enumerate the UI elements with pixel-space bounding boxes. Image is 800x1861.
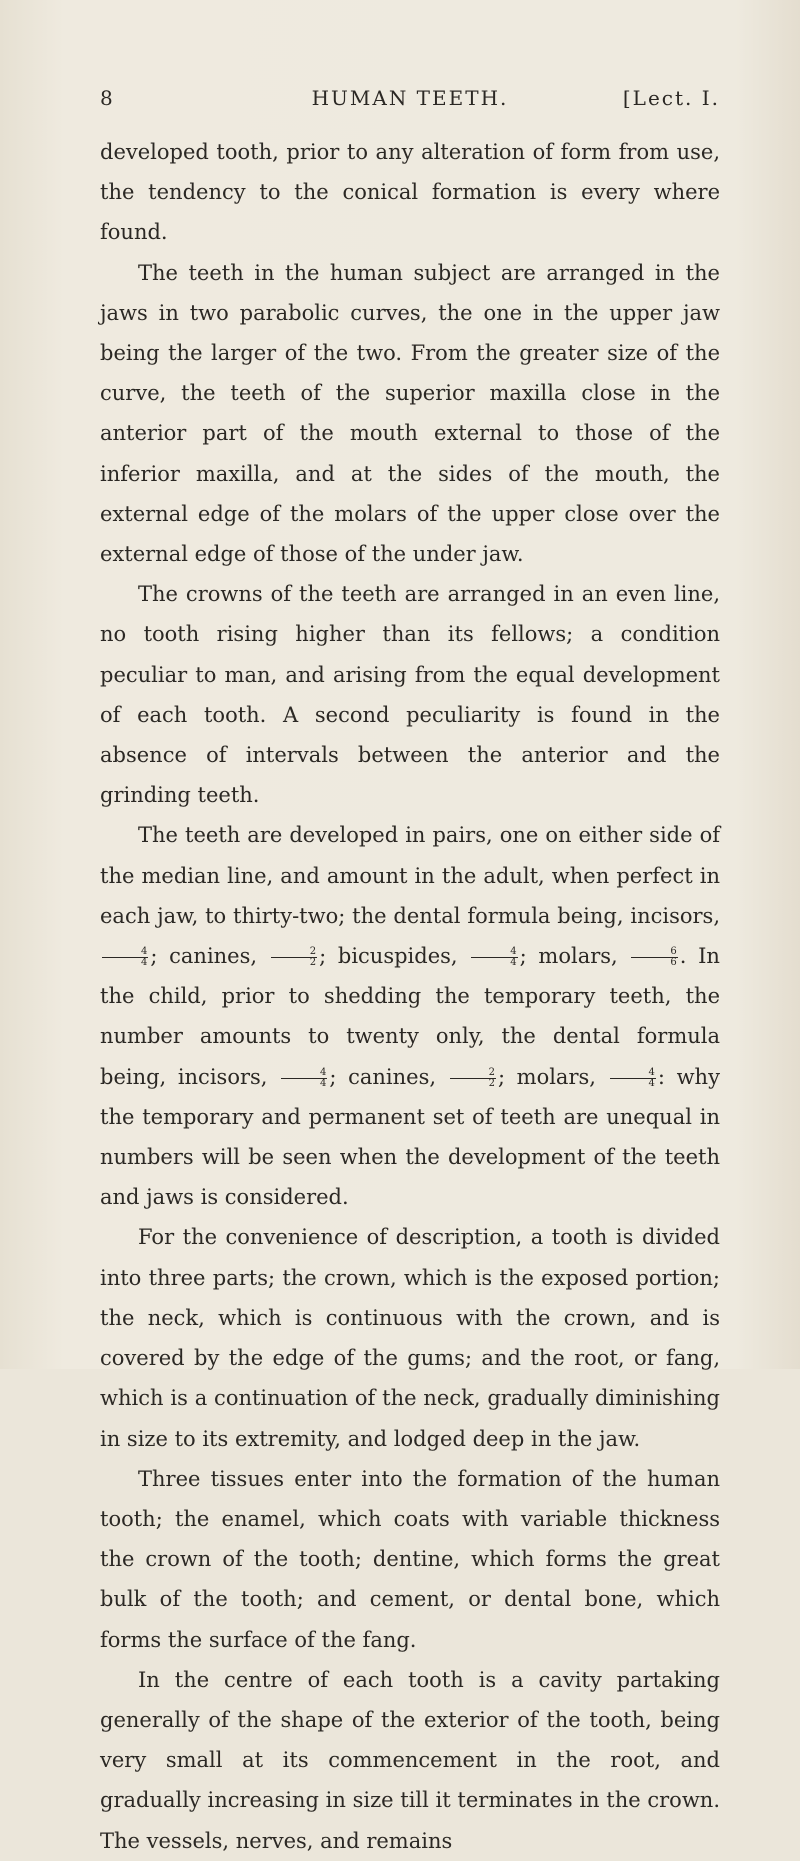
text-run: : why the temporary and permanent set of teeth are unequal in numbers will be seen when the development of the teeth and jaws is considered. — [100, 1064, 720, 1210]
fraction-adult-molars: $\frac{6}{6}$ — [631, 947, 677, 968]
running-header — [100, 86, 720, 116]
text-run: ; canines, — [329, 1064, 437, 1089]
text-run: . In the child, prior to shedding the temporary teeth, the number amounts to twenty only, the dental formula being, incisors, — [100, 944, 720, 1089]
paragraph-4 — [100, 815, 720, 1217]
paragraph-5: For the convenience of description, a tooth is divided into three parts; the crown, which is the exposed portion; the neck, which is continuous with the crown, and is covered by the edge of the gums; and the root, or fang, which is a continuation of the neck, gradually diminishing in size to its extremity, and lodged deep in the jaw. — [100, 1225, 720, 1451]
text-run: The teeth are developed in pairs, one on either side of the median line, and amount in the adult, when perfect in each jaw, to thirty-two; the dental formula being, incisors, — [100, 823, 720, 928]
text-run: ; molars, — [519, 944, 618, 969]
paragraph-7: In the centre of each tooth is a cavity partaking generally of the shape of the exterior of the tooth, being very small at its commencement in the root, and gradually increasing in size till it terminates in the crown. The vessels, nerves, and remains — [100, 1667, 720, 1853]
body-text — [100, 132, 720, 1861]
fraction-adult-canines: $\frac{2}{2}$ — [271, 947, 317, 968]
running-title: HUMAN TEETH. — [311, 86, 509, 110]
text-run: ; bicuspides, — [319, 944, 458, 969]
page-number: 8 — [100, 86, 115, 110]
paragraph-6: Three tissues enter into the formation of the human tooth; the enamel, which coats with variable thickness the crown of the tooth; dentine, which forms the great bulk of the tooth; and cement, or dental bone, which forms the surface of the fang. — [100, 1466, 720, 1652]
lecture-marker: [Lect. I. — [622, 86, 720, 110]
paragraph-2: The teeth in the human subject are arranged in the jaws in two parabolic curves, the one in the upper jaw being the larger of the two. From the greater size of the curve, the teeth of the superior maxilla close in the anterior part of the mouth external to those of the inferior maxilla, and at the sides of the mouth, the external edge of the molars of the upper close over the external edge of those of the under jaw. — [100, 260, 720, 567]
fraction-child-incisors: $\frac{4}{4}$ — [281, 1068, 327, 1089]
fraction-child-canines: $\frac{2}{2}$ — [450, 1068, 496, 1089]
fraction-child-molars: $\frac{4}{4}$ — [610, 1068, 656, 1089]
text-run: ; molars, — [497, 1064, 596, 1089]
paragraph-3: The crowns of the teeth are arranged in an even line, no tooth rising higher than its fellows; a condition peculiar to man, and arising from the equal development of each tooth. A second peculiarity is found in the absence of intervals between the anterior and the grinding teeth. — [100, 582, 720, 808]
text-run: ; canines, — [150, 944, 258, 969]
fraction-adult-bicuspides: $\frac{4}{4}$ — [471, 947, 517, 968]
fraction-adult-incisors: $\frac{4}{4}$ — [102, 947, 148, 968]
paragraph-1: developed tooth, prior to any alteration of form from use, the tendency to the conical formation is every where found. — [100, 140, 720, 245]
